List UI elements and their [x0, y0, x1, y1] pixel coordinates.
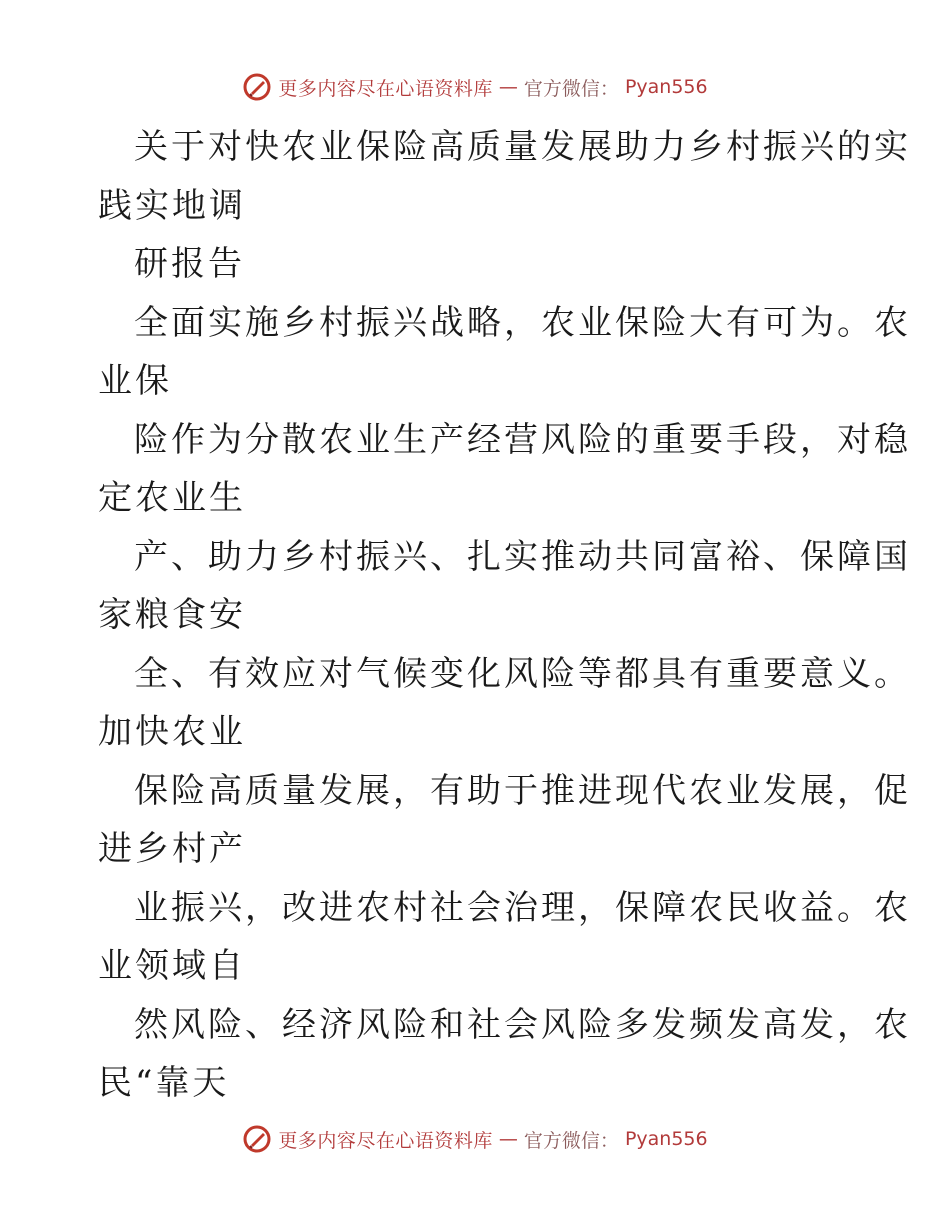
watermark-site: 更多内容尽在心语资料库	[278, 77, 493, 100]
watermark-wechat-label: 官方微信：	[523, 1129, 619, 1152]
document-body	[98, 118, 911, 1113]
text-line: 定农业生	[98, 478, 246, 518]
text-line: 业保	[98, 361, 172, 401]
text-line: 家粮食安	[98, 595, 246, 635]
text-line: 保险高质量发展，有助于推进现代农业发展，促	[134, 770, 911, 811]
watermark-wechat-id: Pyan556	[624, 76, 708, 98]
text-line: 关于对快农业保险高质量发展助力乡村振兴的实	[134, 127, 911, 167]
text-line: 践实地调	[98, 185, 246, 226]
text-line: 险作为分散农业生产经营风险的重要手段，对稳	[134, 419, 911, 460]
text-line: 业振兴，改进农村社会治理，保障农民收益。农	[134, 887, 911, 928]
text-line: 民“靠天	[98, 1063, 230, 1103]
text-line: 研报告	[134, 244, 245, 284]
watermark-wechat-label: 官方微信：	[523, 77, 619, 100]
text-line: 然风险、经济风险和社会风险多发频发高发，农	[134, 1004, 911, 1045]
text-line: 产、助力乡村振兴、扎实推动共同富裕、保障国	[134, 536, 911, 577]
pen-logo-icon	[242, 1124, 272, 1154]
watermark-header	[0, 72, 950, 102]
watermark-site: 更多内容尽在心语资料库	[278, 1129, 493, 1152]
watermark-wechat-id: Pyan556	[624, 1128, 708, 1150]
text-line: 业领域自	[98, 946, 246, 986]
text-line: 全面实施乡村振兴战略，农业保险大有可为。农	[134, 302, 911, 343]
watermark-dash: —	[498, 76, 518, 98]
text-line: 加快农业	[98, 712, 246, 752]
watermark-dash: —	[498, 1128, 518, 1150]
watermark-footer	[0, 1124, 950, 1154]
pen-logo-icon	[242, 72, 272, 102]
text-line: 进乡村产	[98, 829, 246, 869]
text-line: 全、有效应对气候变化风险等都具有重要意义。	[134, 653, 911, 694]
